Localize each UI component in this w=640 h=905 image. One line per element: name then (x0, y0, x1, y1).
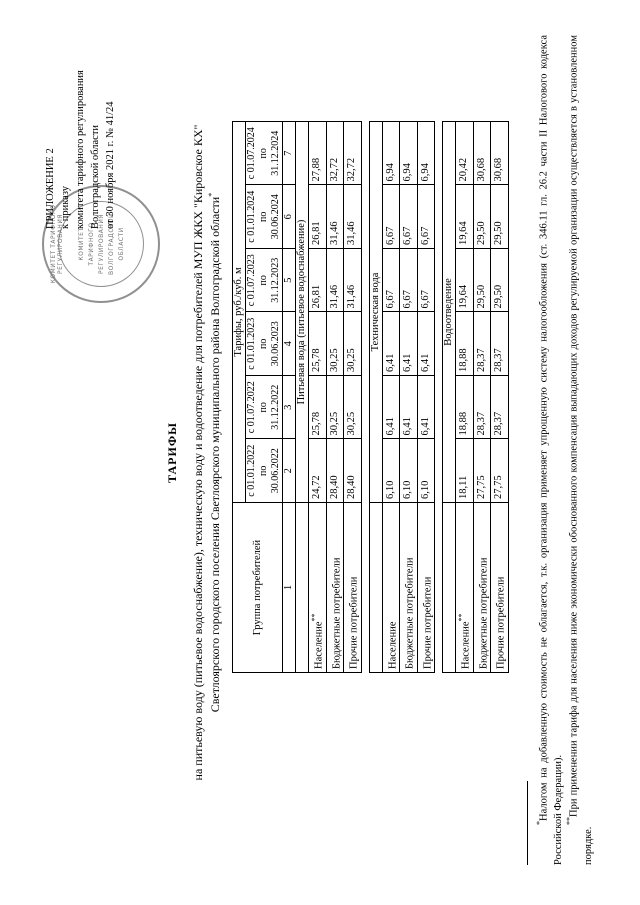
section-gap-cell (361, 122, 369, 673)
seal-rim-text: КОМИТЕТ ТАРИФНОГО РЕГУЛИРОВАНИЯ (50, 204, 64, 284)
consumer-group-label: Население (460, 621, 472, 669)
tariff-value-cell: 28,37 (473, 376, 491, 440)
tariff-value-cell: 26,81 (309, 249, 327, 313)
tariff-value-cell: 6,94 (382, 122, 400, 186)
subtitle-footnote-mark: * (207, 192, 216, 197)
tariff-value-cell: 6,41 (417, 376, 435, 440)
tariff-value-cell: 25,78 (309, 312, 327, 376)
tariff-value-cell: 30,68 (473, 122, 491, 186)
section-title: Техническая вода (369, 122, 382, 503)
section-header-row (443, 122, 456, 673)
footnote-separator (527, 781, 528, 865)
tariff-value-cell: 27,88 (309, 122, 327, 186)
appendix-approval-block (43, 70, 118, 229)
tariff-value-cell: 30,25 (344, 312, 362, 376)
tariff-value-cell: 20,42 (456, 122, 474, 186)
consumer-group-label: Население (313, 621, 325, 669)
consumer-group-label: Население (387, 621, 398, 669)
tariff-value-cell: 6,67 (417, 249, 435, 313)
consumer-group-footnote-mark: ** (310, 613, 319, 622)
tariff-value-cell: 6,10 (382, 439, 400, 503)
period-header (246, 122, 283, 186)
footnote-1-mark: * (535, 821, 544, 825)
document-subtitle-line2 (205, 0, 222, 905)
tariff-value-cell: 6,41 (400, 312, 418, 376)
table-row (400, 122, 418, 673)
appendix-region: Волгоградской области (90, 124, 101, 229)
section-title: Питьевая вода (питьевое водоснабжение) (296, 122, 309, 503)
tariffs-table (232, 121, 509, 673)
tariff-value-cell: 31,46 (344, 185, 362, 249)
tariff-value-cell: 6,41 (417, 312, 435, 376)
tariff-value-cell: 25,78 (309, 376, 327, 440)
consumer-group-label: Прочие потребители (348, 576, 360, 669)
appendix-label: ПРИЛОЖЕНИЕ 2 (45, 148, 56, 229)
tariff-value-cell: 28,37 (473, 312, 491, 376)
consumer-group-cell (473, 503, 491, 673)
footnote-2 (563, 35, 596, 865)
consumer-group-cell (491, 503, 509, 673)
period-from: с 01.07.2023 (246, 254, 257, 307)
tariff-value-cell: 19,64 (456, 249, 474, 313)
footnote-2-text: При применении тарифа для населения ниже экономически обоснованного компенсация выпадающих доходов регулируемой организации осуществляется в установленном порядке. (568, 35, 594, 865)
document-subtitle-line1: на питьевую воду (питьевое водоснабжение), техническую воду и водоотведение для потребителей МУП ЖКХ "Кировское КХ" (191, 124, 205, 781)
period-header (246, 185, 283, 249)
period-from: с 01.01.2022 (246, 444, 257, 497)
table-row (344, 122, 362, 673)
consumer-group-label: Прочие потребители (422, 576, 433, 669)
footnote-1-text: Налогом на добавленную стоимость не облагается, т.к. организация применяет упрощенную систему налогообложения (ст. 346.11 гл. 26.2 части II Налогового кодекса Российской Федерации). (538, 35, 564, 865)
tariff-value-cell: 6,41 (382, 376, 400, 440)
seal-line: РЕГУЛИРОВАНИЯ (98, 214, 105, 274)
appendix-order-ref: к приказу (60, 186, 71, 229)
consumer-group-cell (400, 503, 418, 673)
tariff-value-cell: 32,72 (326, 122, 344, 186)
tariff-value-cell: 6,67 (382, 185, 400, 249)
period-header (246, 249, 283, 313)
consumer-group-label: Бюджетные потребители (478, 557, 489, 669)
section-gap-row (435, 122, 443, 673)
group-column-header: Группа потребителей (233, 503, 283, 673)
consumer-group-footnote-mark: ** (457, 613, 466, 622)
consumer-group-cell (326, 503, 344, 673)
consumer-group-cell (417, 503, 435, 673)
column-number: 5 (283, 249, 296, 313)
seal-line: КОМИТЕТ (78, 227, 85, 261)
tariff-value-cell: 6,67 (400, 185, 418, 249)
tariff-value-cell: 31,46 (326, 185, 344, 249)
period-from: с 01.07.2024 (246, 127, 257, 180)
footnote-1 (533, 35, 566, 865)
consumer-group-label: Прочие потребители (495, 576, 507, 669)
tariff-value-cell: 18,11 (456, 439, 474, 503)
period-from: с 01.01.2024 (246, 190, 257, 243)
tariff-value-cell: 29,50 (473, 185, 491, 249)
period-header (246, 376, 283, 440)
column-number: 2 (283, 439, 296, 503)
tariff-value-cell: 29,50 (491, 185, 509, 249)
table-row (382, 122, 400, 673)
period-header (246, 312, 283, 376)
tariff-value-cell: 32,72 (344, 122, 362, 186)
tariff-value-cell: 6,94 (400, 122, 418, 186)
column-number: 7 (283, 122, 296, 186)
appendix-date-number: от 30 ноября 2021 г. № 41/24 (105, 101, 116, 229)
tariffs-table-body (296, 122, 509, 673)
tariff-value-cell: 24,72 (309, 439, 327, 503)
tariff-value-cell: 26,81 (309, 185, 327, 249)
tariff-value-cell: 6,67 (400, 249, 418, 313)
tariff-value-cell: 30,68 (491, 122, 509, 186)
column-number: 4 (283, 312, 296, 376)
section-title: Водоотведение (443, 122, 456, 503)
section-header-row (296, 122, 309, 673)
tariff-value-cell: 6,10 (417, 439, 435, 503)
section-gap-cell (435, 122, 443, 673)
period-to: по 30.06.2023 (258, 321, 281, 367)
tariff-value-cell: 27,75 (473, 439, 491, 503)
column-number: 3 (283, 376, 296, 440)
table-row (473, 122, 491, 673)
consumer-group-label: Бюджетные потребители (404, 557, 416, 669)
table-row (417, 122, 435, 673)
period-to: по 31.12.2024 (258, 130, 281, 176)
table-row (456, 122, 474, 673)
table-row (326, 122, 344, 673)
tariff-value-cell: 31,46 (326, 249, 344, 313)
column-number: 6 (283, 185, 296, 249)
tariff-value-cell: 30,25 (344, 376, 362, 440)
section-gap-row (361, 122, 369, 673)
tariff-value-cell: 18,88 (456, 376, 474, 440)
tariff-value-cell: 28,37 (491, 376, 509, 440)
period-from: с 01.07.2022 (246, 381, 257, 434)
period-to: по 30.06.2022 (258, 448, 281, 494)
section-header-row (369, 122, 382, 673)
tariff-value-cell: 28,40 (344, 439, 362, 503)
seal-line: ТАРИФНОГО (88, 222, 95, 266)
column-number: 1 (283, 503, 296, 673)
consumer-group-cell (456, 503, 474, 673)
consumer-group-cell (344, 503, 362, 673)
column-number-row (283, 122, 296, 673)
tariff-value-cell: 28,37 (491, 312, 509, 376)
tariff-value-cell: 6,10 (400, 439, 418, 503)
table-row (491, 122, 509, 673)
tariff-value-cell: 6,67 (382, 249, 400, 313)
tariff-value-cell: 6,41 (382, 312, 400, 376)
subtitle-line2-text: Светлоярского городского поселения Светлоярского муниципального района Волгоградской области (208, 196, 222, 713)
period-header (246, 439, 283, 503)
consumer-group-cell (309, 503, 327, 673)
tariff-value-cell: 6,94 (417, 122, 435, 186)
seal-line: ВОЛГОГРАДСКОЙ (108, 213, 115, 275)
section-empty-cell (296, 503, 309, 673)
period-to: по 30.06.2024 (258, 194, 281, 240)
consumer-group-label: Бюджетные потребители (331, 557, 342, 669)
period-from: с 01.01.2023 (246, 317, 257, 370)
tariff-value-cell: 27,75 (491, 439, 509, 503)
tariff-value-cell: 31,46 (344, 249, 362, 313)
seal-line: ОБЛАСТИ (118, 227, 125, 261)
document-title: ТАРИФЫ (165, 422, 179, 483)
tariff-value-cell: 30,25 (326, 376, 344, 440)
period-to: по 31.12.2022 (258, 384, 281, 430)
tariff-value-cell: 18,88 (456, 312, 474, 376)
section-empty-cell (443, 503, 456, 673)
tariff-value-cell: 6,41 (400, 376, 418, 440)
footnote-2-mark: ** (565, 817, 574, 825)
period-to: по 31.12.2023 (258, 257, 281, 303)
tariff-value-cell: 28,40 (326, 439, 344, 503)
tariff-value-cell: 19,64 (456, 185, 474, 249)
section-empty-cell (369, 503, 382, 673)
appendix-committee: комитета тарифного регулирования (75, 70, 86, 229)
table-row (309, 122, 327, 673)
consumer-group-cell (382, 503, 400, 673)
tariff-value-cell: 6,67 (417, 185, 435, 249)
tariff-value-cell: 30,25 (326, 312, 344, 376)
tariff-value-cell: 29,50 (491, 249, 509, 313)
tariffs-column-header: Тарифы, руб./куб. м (233, 122, 246, 503)
tariff-value-cell: 29,50 (473, 249, 491, 313)
